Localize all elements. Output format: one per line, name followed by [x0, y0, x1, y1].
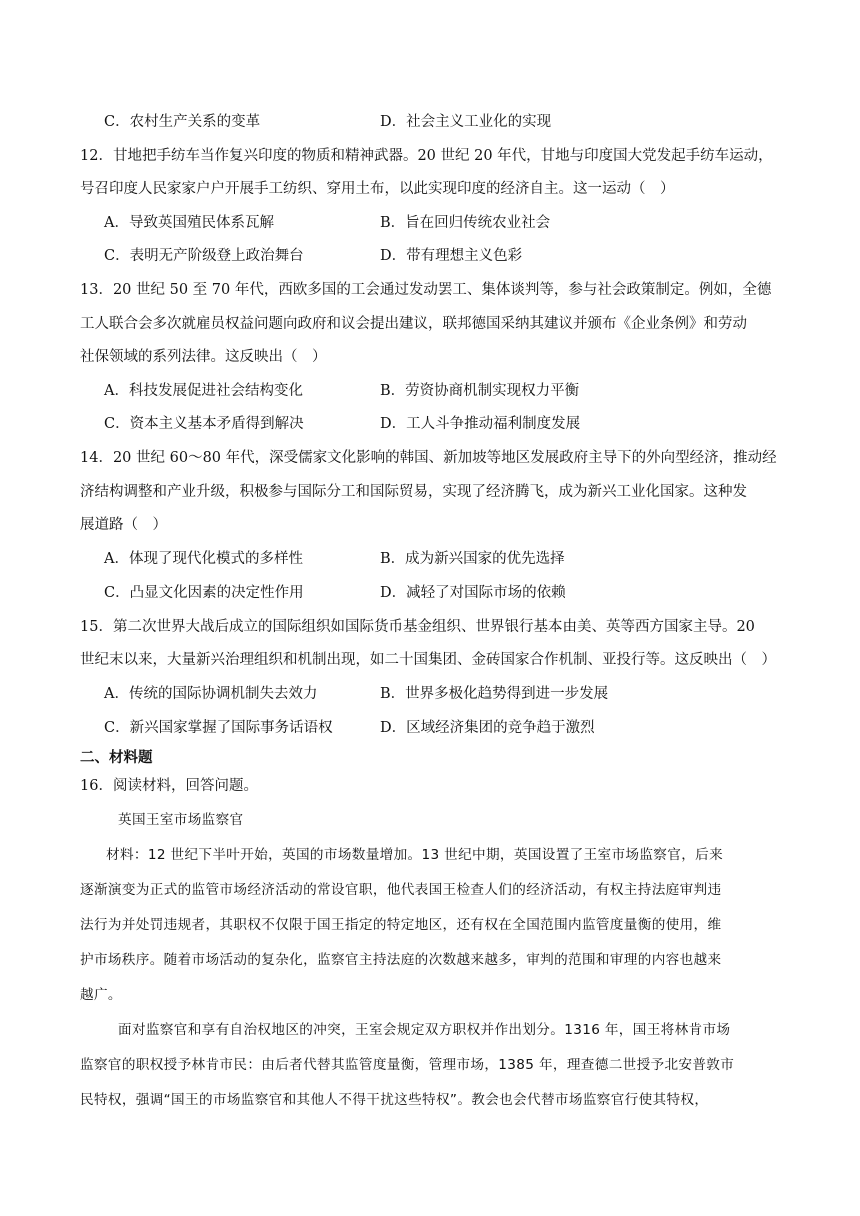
q12-option-a: A．导致英国殖民体系瓦解	[104, 215, 274, 231]
q13-stem-line2: 工人联合会多次就雇员权益问题向政府和议会提出建议，联邦德国采纳其建议并颁布《企业条例》和劳动	[80, 316, 747, 332]
q12-stem-line1: 12．甘地把手纺车当作复兴印度的物质和精神武器。20 世纪 20 年代，甘地与印度国大党发起手纺车运动，	[80, 148, 773, 164]
q14-stem-line2: 济结构调整和产业升级，积极参与国际分工和国际贸易，实现了经济腾飞，成为新兴工业化国家。这种发	[80, 484, 747, 500]
q15-stem-line1: 15．第二次世界大战后成立的国际组织如国际货币基金组织、世界银行基本由美、英等西方国家主导。20	[80, 619, 755, 635]
q13-stem-line1: 13．20 世纪 50 至 70 年代，西欧多国的工会通过发动罢工、集体谈判等，参与社会政策制定。例如，全德	[80, 282, 772, 298]
q14-option-d: D．减轻了对国际市场的依赖	[380, 585, 566, 601]
q11-option-d: D．社会主义工业化的实现	[380, 114, 552, 130]
q14-stem-line1: 14．20 世纪 60～80 年代，深受儒家文化影响的韩国、新加坡等地区发展政府主导下的外向型经济，推动经	[80, 450, 777, 466]
q13-option-c: C．资本主义基本矛盾得到解决	[104, 416, 304, 432]
material-p1-line2: 逐渐演变为正式的监管市场经济活动的常设官职，他代表国王检查人们的经济活动，有权主持法庭审判违	[80, 882, 722, 898]
material-title: 英国王室市场监察官	[118, 812, 244, 828]
material-p2-line2: 监察官的职权授予林肯市民：由后者代替其监管度量衡，管理市场，1385 年，理查德二世授予北安普敦市	[80, 1057, 735, 1073]
q15-option-d: D．区域经济集团的竞争趋于激烈	[380, 720, 595, 736]
q13-option-b: B．劳资协商机制实现权力平衡	[380, 383, 580, 399]
q16-intro: 16．阅读材料，回答问题。	[80, 778, 258, 794]
material-p2-line1: 面对监察官和享有自治权地区的冲突，王室会规定双方职权并作出划分。1316 年，国王将林肯市场	[118, 1022, 731, 1038]
q15-option-b: B．世界多极化趋势得到进一步发展	[380, 686, 609, 702]
q14-option-b: B．成为新兴国家的优先选择	[380, 551, 565, 567]
q13-stem-line3: 社保领域的系列法律。这反映出（ ）	[80, 349, 327, 365]
material-p1-line5: 越广。	[80, 987, 122, 1003]
q14-stem-line3: 展道路（ ）	[80, 517, 167, 533]
q15-option-c: C．新兴国家掌握了国际事务话语权	[104, 720, 333, 736]
q14-option-c: C．凸显文化因素的决定性作用	[104, 585, 304, 601]
q15-option-a: A．传统的国际协调机制失去效力	[104, 686, 318, 702]
q11-option-c: C．农村生产关系的变革	[104, 114, 261, 130]
section-heading: 二、材料题	[80, 750, 153, 766]
q13-option-a: A．科技发展促进社会结构变化	[104, 383, 303, 399]
material-p1-line4: 护市场秩序。随着市场活动的复杂化，监察官主持法庭的次数越来越多，审判的范围和审理的内容也越来	[80, 952, 722, 968]
q13-option-d: D．工人斗争推动福利制度发展	[380, 416, 581, 432]
q12-option-d: D．带有理想主义色彩	[380, 248, 523, 264]
q12-option-c: C．表明无产阶级登上政治舞台	[104, 248, 304, 264]
q15-stem-line2: 世纪末以来，大量新兴治理组织和机制出现，如二十国集团、金砖国家合作机制、亚投行等。这反映出（ ）	[80, 652, 776, 668]
q14-option-a: A．体现了现代化模式的多样性	[104, 551, 303, 567]
material-p2-line3: 民特权，强调“国王的市场监察官和其他人不得干扰这些特权”。教会也会代替市场监察官行使其特权，	[80, 1092, 709, 1108]
material-p1-line1: 材料：12 世纪下半叶开始，英国的市场数量增加。13 世纪中期，英国设置了王室市场监察官，后来	[106, 847, 724, 863]
material-p1-line3: 法行为并处罚违规者，其职权不仅限于国王指定的特定地区，还有权在全国范围内监管度量衡的使用，维	[80, 917, 722, 933]
q12-stem-line2: 号召印度人民家家户户开展手工纺织、穿用土布，以此实现印度的经济自主。这一运动（ ）	[80, 181, 675, 197]
q12-option-b: B．旨在回归传统农业社会	[380, 215, 551, 231]
